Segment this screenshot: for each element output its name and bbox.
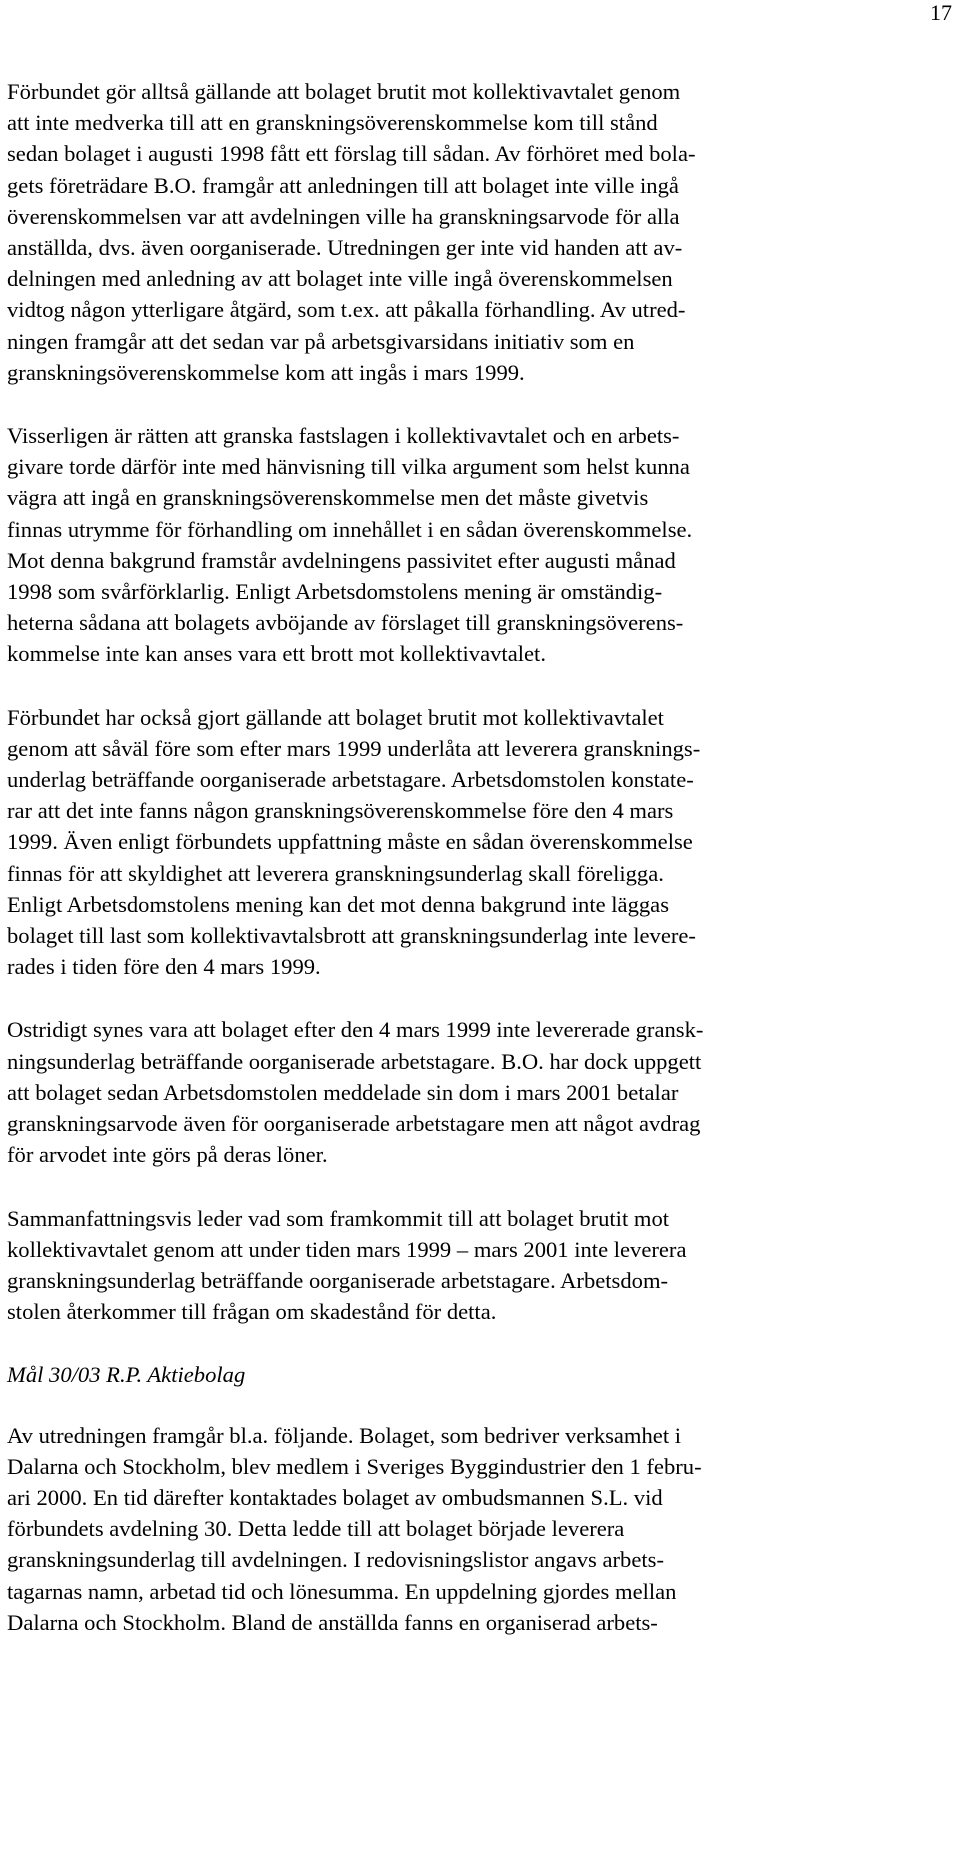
- paragraph-4: Ostridigt synes vara att bolaget efter den 4 mars 1999 inte levererade gransk- ningsunderlag beträffande oorganiserade arbetstagare. B.O. har dock uppgett att bolaget sedan Arbetsdomstolen meddelade sin dom i mars 2001 betalar granskningsarvode även för oorganiserade arbetstagare men att något avdrag för arvodet inte görs på deras löner.: [7, 1017, 704, 1168]
- paragraph-5: Sammanfattningsvis leder vad som framkommit till att bolaget brutit mot kollektivavtalet genom att under tiden mars 1999 – mars 2001 inte leverera granskningsunderlag beträffande oorganiserade arbetstagare. Arbetsdom- stolen återkommer till frågan om skadestånd för detta.: [7, 1205, 687, 1325]
- page-number: 17: [930, 0, 952, 25]
- paragraph-3: Förbundet har också gjort gällande att bolaget brutit mot kollektivavtalet genom att såväl före som efter mars 1999 underlåta att leverera gransknings- underlag beträffande oorganiserade arbetstagare. Arbetsdomstolen konstate- rar att det inte fanns någon granskningsöverenskommelse före den 4 mars 1999. Även enligt förbundets uppfattning måste en sådan överenskommelse finnas för att skyldighet att leverera granskningsunderlag skall föreligga. Enligt Arbetsdomstolens mening kan det mot denna bakgrund inte läggas bolaget till last som kollektivavtalsbrott att granskningsunderlag inte levere- rades i tiden före den 4 mars 1999.: [7, 704, 701, 980]
- document-body: [7, 76, 955, 1638]
- paragraph-1: Förbundet gör alltså gällande att bolaget brutit mot kollektivavtalet genom att inte medverka till att en granskningsöverenskommelse kom till stånd sedan bolaget i augusti 1998 fått ett förslag till sådan. Av förhöret med bola- gets företrädare B.O. framgår att anledningen till att bolaget inte ville ingå överenskommelsen var att avdelningen ville ha granskningsarvode för alla anställda, dvs. även oorganiserade. Utredningen ger inte vid handen att av- delningen med anledning av att bolaget inte ville ingå överenskommelsen vidtog någon ytterligare åtgärd, som t.ex. att påkalla förhandling. Av utred- ningen framgår att det sedan var på arbetsgivarsidans initiativ som en granskningsöverenskommelse kom att ingås i mars 1999.: [7, 79, 696, 385]
- case-heading: Mål 30/03 R.P. Aktiebolag: [7, 1362, 246, 1388]
- paragraph-2: Visserligen är rätten att granska fastslagen i kollektivavtalet och en arbets- givare torde därför inte med hänvisning till vilka argument som helst kunna vägra att ingå en granskningsöverenskommelse men det måste givetvis finnas utrymme för förhandling om innehållet i en sådan överenskommelse. Mot denna bakgrund framstår avdelningens passivitet efter augusti månad 1998 som svårförklarlig. Enligt Arbetsdomstolens mening är omständig- heterna sådana att bolagets avböjande av förslaget till granskningsöverens- kommelse inte kan anses vara ett brott mot kollektivavtalet.: [7, 423, 693, 667]
- paragraph-6: Av utredningen framgår bl.a. följande. Bolaget, som bedriver verksamhet i Dalarna och Stockholm, blev medlem i Sveriges Byggindustrier den 1 febru- ari 2000. En tid därefter kontaktades bolaget av ombudsmannen S.L. vid förbundets avdelning 30. Detta ledde till att bolaget började leverera granskningsunderlag till avdelningen. I redovisningslistor angavs arbets- tagarnas namn, arbetad tid och lönesumma. En uppdelning gjordes mellan Dalarna och Stockholm. Bland de anställda fanns en organiserad arbets-: [7, 1422, 702, 1635]
